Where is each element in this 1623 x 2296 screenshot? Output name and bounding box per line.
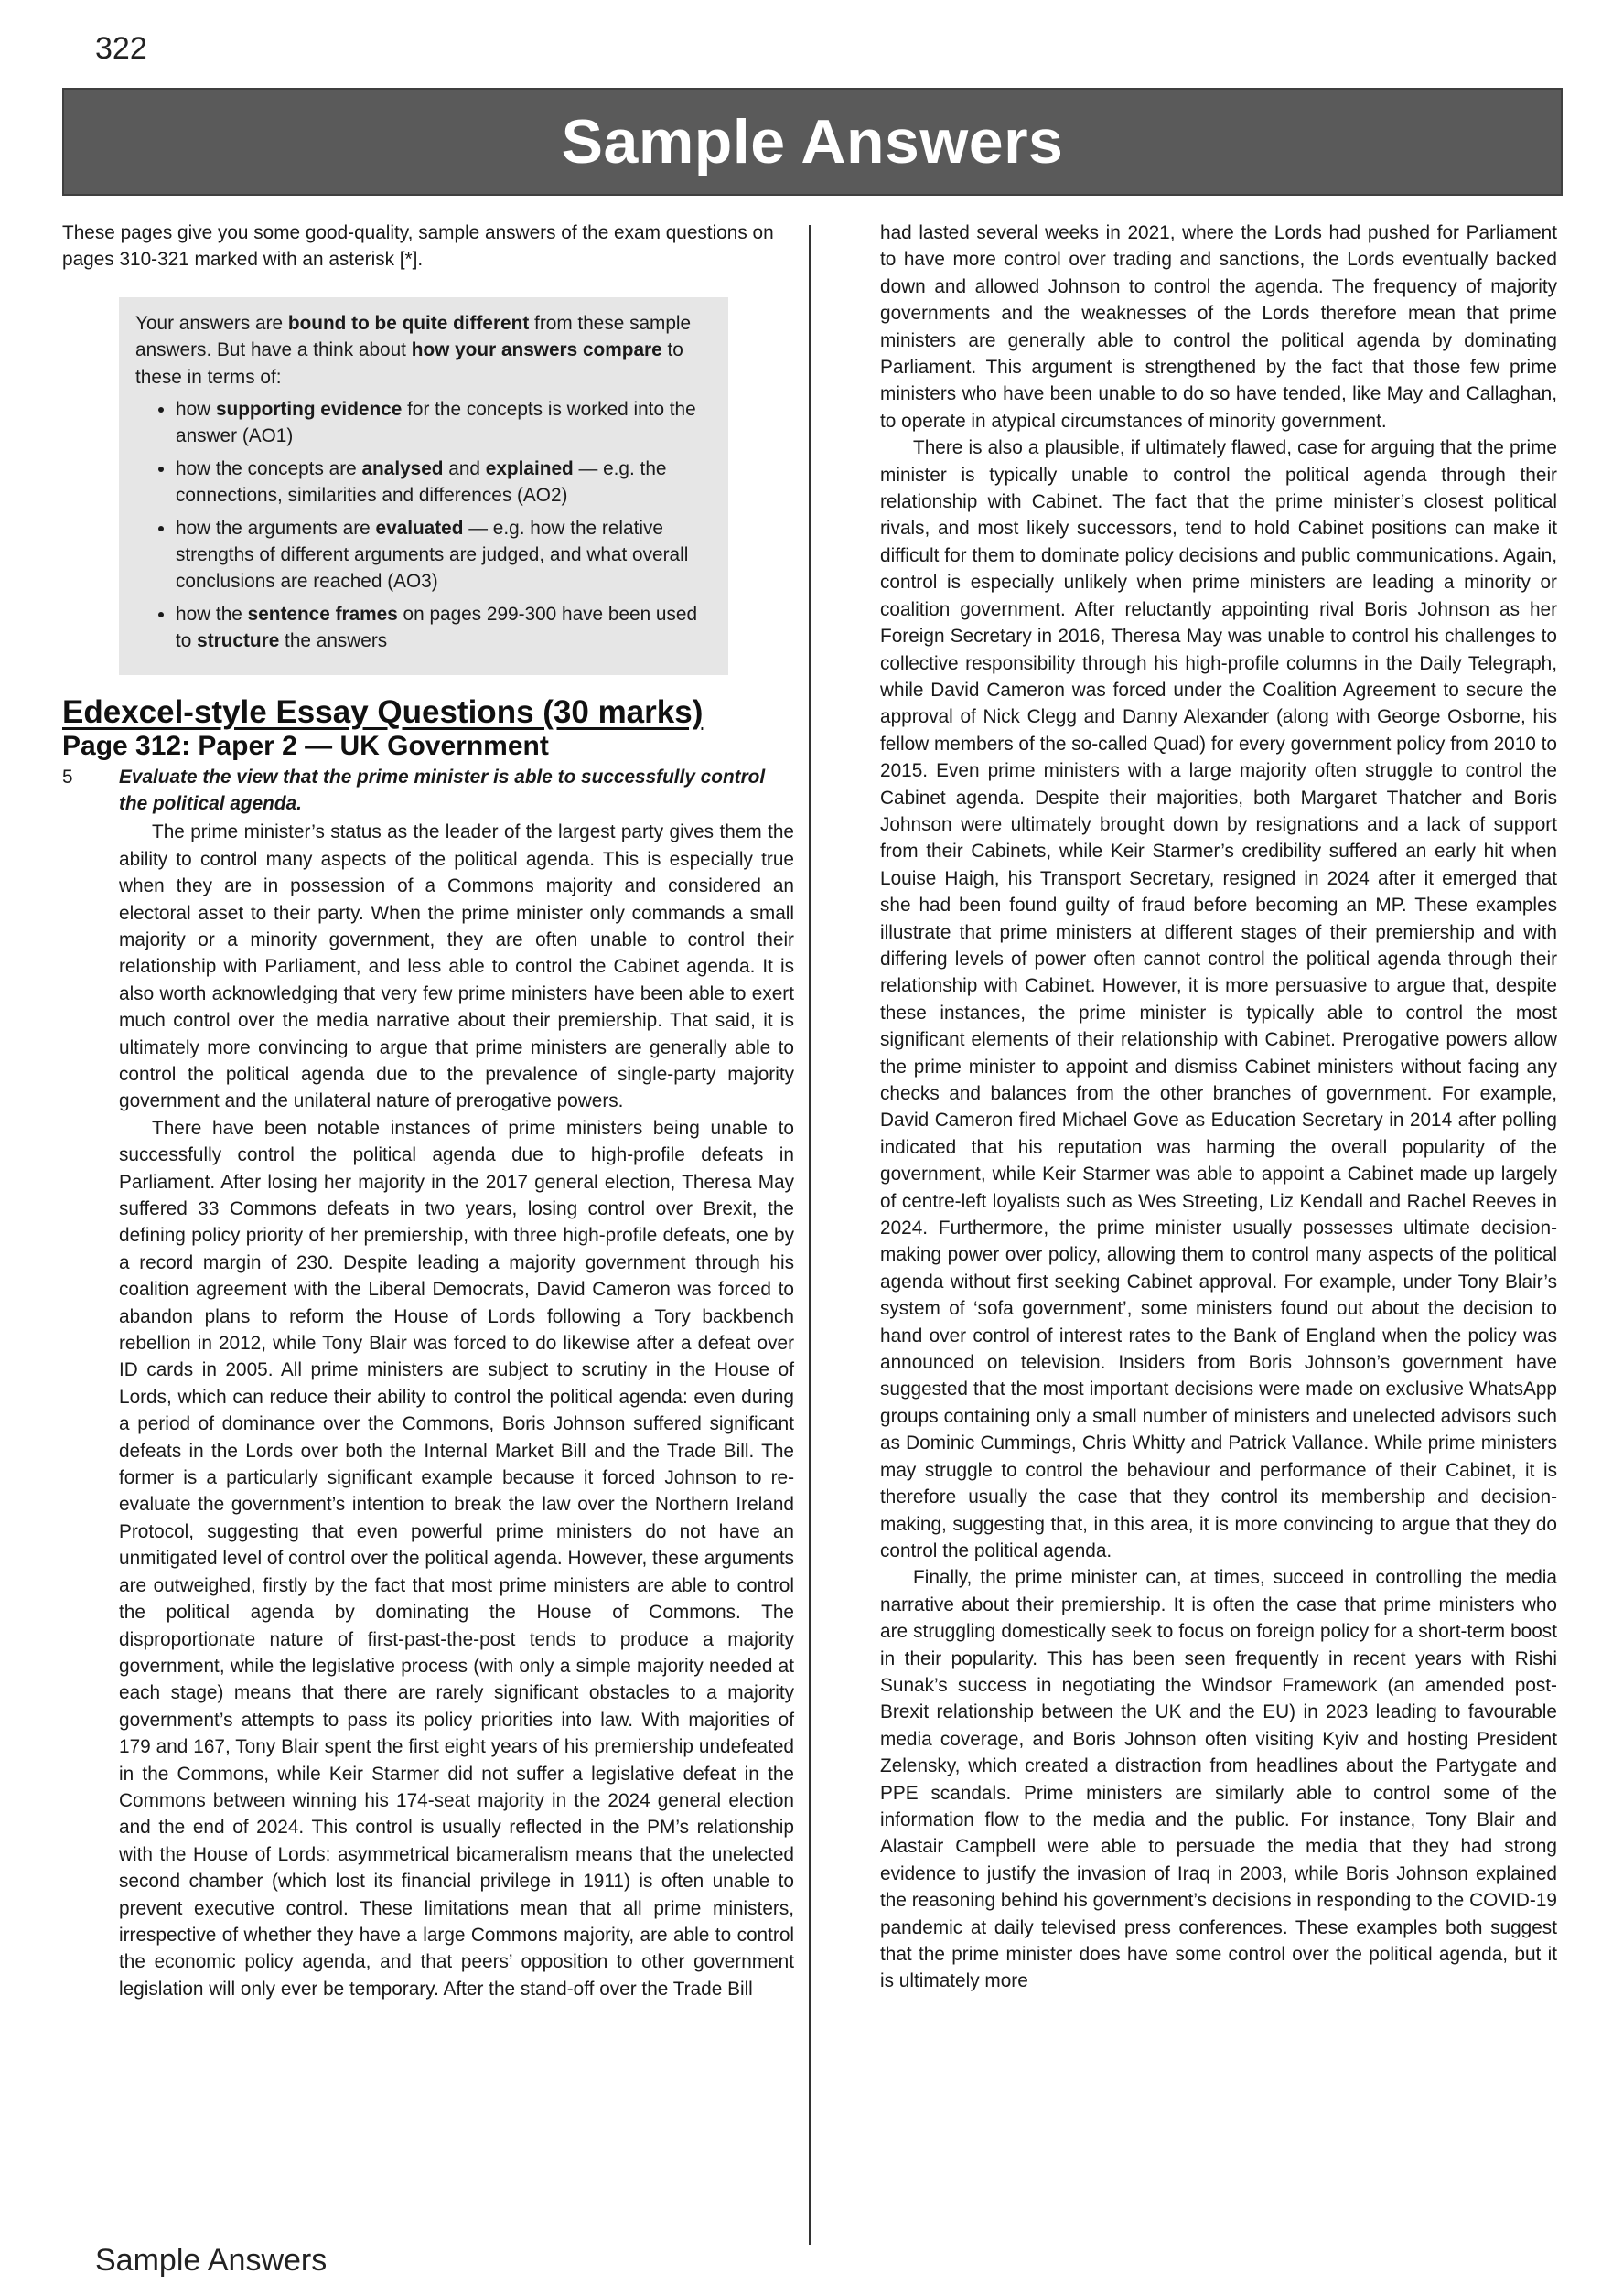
tip-bullet-text: how the xyxy=(176,603,248,625)
tip-text-1: Your answers are xyxy=(135,312,288,334)
tip-bold-2: how your answers compare xyxy=(411,339,662,361)
tip-bullet xyxy=(176,396,714,450)
page-number: 322 xyxy=(95,31,147,66)
page-title: Sample Answers xyxy=(561,107,1064,177)
title-banner xyxy=(62,88,1563,196)
tip-text-3: to these in terms of: xyxy=(135,339,683,388)
answer-paragraph: There is also a plausible, if ultimately flawed, case for arguing that the prime minister is typically unable to control the political agenda through their relationship with Cabinet. The fact that the prime minister’s closest political rivals, and most likely successors, tend to hold Cabinet positions can make it difficult for them to dominate policy decisions and public communications. Again, control is especially unlikely when prime ministers are leading a minority or coalition government. After reluctantly appointing rival Boris Johnson as her Foreign Secretary in 2016, Theresa May was unable to control his challenges to collective responsibility through his high-profile columns in the Daily Telegraph, while David Cameron was forced under the Coalition Agreement to secure the approval of Nick Clegg and Danny Alexander (along with George Osborne, his fellow members of the so-called Quad) for every government policy from 2010 to 2015. Even prime ministers with a large majority often struggle to control the Cabinet agenda. Despite their majorities, both Margaret Thatcher and Boris Johnson were ultimately brought down by resignations and a lack of support from their Cabinets, while Keir Starmer’s credibility suffered an early hit when Louise Haigh, his Transport Secretary, resigned in 2024 after it emerged that she had been found guilty of fraud before becoming an MP. These examples illustrate that prime ministers at different stages of their premiership and with differing levels of power often cannot control the political agenda through their relationship with Cabinet. However, it is more persuasive to argue that, despite these instances, the prime minister is typically able to control the most significant elements of their relationship with Cabinet. Prerogative powers allow the prime minister to appoint and dismiss Cabinet ministers without facing any checks and balances from the other branches of government. For example, David Cameron fired Michael Gove as Education Secretary in 2014 after polling indicated that his reputation was harming the overall popularity of the government, while Keir Starmer was able to appoint a Cabinet made up largely of centre-left loyalists such as Wes Streeting, Liz Kendall and Rachel Reeves in 2024. Furthermore, the prime minister usually possesses ultimate decision-making power over policy, allowing them to control many aspects of the political agenda without first seeking Cabinet approval. For example, under Tony Blair’s system of ‘sofa government’, some ministers found out about the decision to hand over control of interest rates to the Bank of England when the policy was announced on television. Insiders from Boris Johnson’s government have suggested that the most important decisions were made on exclusive WhatsApp groups containing only a small number of ministers and unelected advisors such as Dominic Cummings, Chris Whitty and Patrick Vallance. While prime ministers may struggle to control the behaviour and performance of their Cabinet, it is therefore usually the case that they control its membership and decision-making, suggesting that, in this area, it is more convincing to argue that they do control the political agenda. xyxy=(880,437,1557,1561)
footer-label: Sample Answers xyxy=(95,2243,328,2278)
answer-paragraph: The prime minister’s status as the leader of the largest party gives them the ability to control many aspects of the political agenda. This is especially true when they are in possession of a Commons majority and considered an electoral asset to their party. When the prime minister only commands a small majority or a minority government, they are often unable to control their relationship with Parliament, and less able to control the Cabinet agenda. It is also worth acknowledging that very few prime ministers have been able to exert much control over the media narrative about their premiership. That said, it is ultimately more convincing to argue that prime ministers are generally able to control the political agenda due to the prevalence of single-party majority government and the unilateral nature of prerogative powers. xyxy=(119,821,794,1112)
tip-bullet-bold: structure xyxy=(197,630,280,652)
tip-bullet-bold: sentence frames xyxy=(247,603,398,625)
right-column xyxy=(880,220,1557,1995)
tip-bullet-bold: analysed xyxy=(361,457,444,479)
tip-bullet-text: the answers xyxy=(279,630,388,652)
tip-bullet-text: how the arguments are xyxy=(176,517,376,539)
tip-bullet-text: how the concepts are xyxy=(176,457,362,479)
tip-bullet-text: — e.g. how the relative strengths of different arguments are judged, and what overall conclusions are reached (AO3) xyxy=(176,517,689,593)
tip-bullet-text: and xyxy=(443,457,486,479)
question-number: 5 xyxy=(62,766,73,788)
tip-intro xyxy=(135,310,714,391)
tip-bullet-text: how xyxy=(176,399,216,421)
tip-bullet-text: — e.g. the connections, similarities and differences (AO2) xyxy=(176,457,667,507)
tip-bullet xyxy=(176,515,714,595)
tip-bullet-text: on pages 299-300 have been used to xyxy=(176,603,698,652)
question-text: Evaluate the view that the prime minister is able to successfully control the political agenda. xyxy=(119,766,766,814)
column-divider xyxy=(809,225,811,2245)
left-column xyxy=(62,220,794,2002)
tip-bullet xyxy=(176,601,714,655)
tip-text-2: from these sample answers. But have a think about xyxy=(135,312,692,361)
tip-bullet-text: for the concepts is worked into the answer (AO1) xyxy=(176,399,696,447)
sub-heading: Page 312: Paper 2 — UK Government xyxy=(62,731,549,762)
tip-box xyxy=(119,297,728,675)
answer-left xyxy=(62,819,794,2002)
tip-bold-1: bound to be quite different xyxy=(287,312,530,334)
answer-paragraph: had lasted several weeks in 2021, where the Lords had pushed for Parliament to have more control over trading and sanctions, the Lords eventually backed down and allowed Johnson to control the agenda. The frequency of majority governments and the weaknesses of the Lords therefore mean that prime ministers are generally able to control the political agenda by dominating Parliament. This argument is strengthened by the fact that those few prime ministers who have been unable to do so have tended, like May and Callaghan, to operate in atypical circumstances of minority government. xyxy=(880,222,1557,432)
question xyxy=(62,764,794,818)
tip-list xyxy=(135,396,714,655)
intro-text: These pages give you some good-quality, sample answers of the exam questions on pages 310-321 marked with an asterisk [*]. xyxy=(62,222,774,271)
tip-bullet-bold: evaluated xyxy=(375,517,464,539)
tip-bullet-bold: explained xyxy=(485,457,574,479)
answer-paragraph: There have been notable instances of prime ministers being unable to successfully control the political agenda due to high-profile defeats in Parliament. After losing her majority in the 2017 general election, Theresa May suffered 33 Commons defeats in two years, losing control over Brexit, the defining policy priority of her premiership, with three high-profile defeats, one by a record margin of 230. Despite leading a majority government through his coalition agreement with the Liberal Democrats, David Cameron was forced to abandon plans to reform the House of Lords following a Tory backbench rebellion in 2012, while Tony Blair was forced to do likewise after a defeat over ID cards in 2005. All prime ministers are subject to scrutiny in the House of Lords, which can reduce their ability to control the political agenda: even during a period of dominance over the Commons, Boris Johnson suffered significant defeats in the Lords over both the Internal Market Bill and the Trade Bill. The former is a particularly significant example because it forced Johnson to re-evaluate the government’s intention to break the law over the Northern Ireland Protocol, suggesting that even powerful prime ministers do not have an unmitigated level of control over the political agenda. However, these arguments are outweighed, firstly by the fact that most prime ministers are able to control the political agenda by dominating the House of Commons. The disproportionate nature of first-past-the-post tends to produce a majority government, while the legislative process (with only a simple majority needed at each stage) means that there are rarely significant obstacles to a majority government’s attempts to pass its policy priorities into law. With majorities of 179 and 167, Tony Blair spent the first eight years of his premiership undefeated in the Commons, while Keir Starmer did not suffer a legislative defeat in the Commons between winning his 174-seat majority in the 2024 general election and the end of 2024. This control is usually reflected in the PM’s relationship with the House of Lords: asymmetrical bicameralism means that the unelected second chamber (which lost its financial privilege in 1911) is often unable to prevent executive control. These limitations mean that all prime ministers, irrespective of whether they have a large Commons majority, are able to control the economic policy agenda, and that peers’ opposition to other government legislation will only ever be temporary. After the stand-off over the Trade Bill xyxy=(119,1117,794,2000)
section-heading: Edexcel-style Essay Questions (30 marks) xyxy=(62,693,704,730)
answer-paragraph: Finally, the prime minister can, at times, succeed in controlling the media narrative about their premiership. It is often the case that prime ministers who are struggling domestically seek to focus on foreign policy for a short-term boost in their popularity. This has been seen frequently in recent years with Rishi Sunak’s success in negotiating the Windsor Framework (an amended post-Brexit relationship between the UK and the EU) in 2023 leading to favourable media coverage, and Boris Johnson often visiting Kyiv and hosting President Zelensky, which created a distraction from headlines about the Partygate and PPE scandals. Prime ministers are similarly able to control some of the information flow to the media and the public. For instance, Tony Blair and Alastair Campbell were able to persuade the media that they had strong evidence to justify the invasion of Iraq in 2003, while Boris Johnson explained the reasoning behind his government’s decisions in responding to the COVID-19 pandemic at daily televised press conferences. These examples both suggest that the prime minister does have some control over the political agenda, but it is ultimately more xyxy=(880,1567,1557,1992)
tip-bullet-bold: supporting evidence xyxy=(215,399,403,421)
tip-bullet xyxy=(176,456,714,510)
